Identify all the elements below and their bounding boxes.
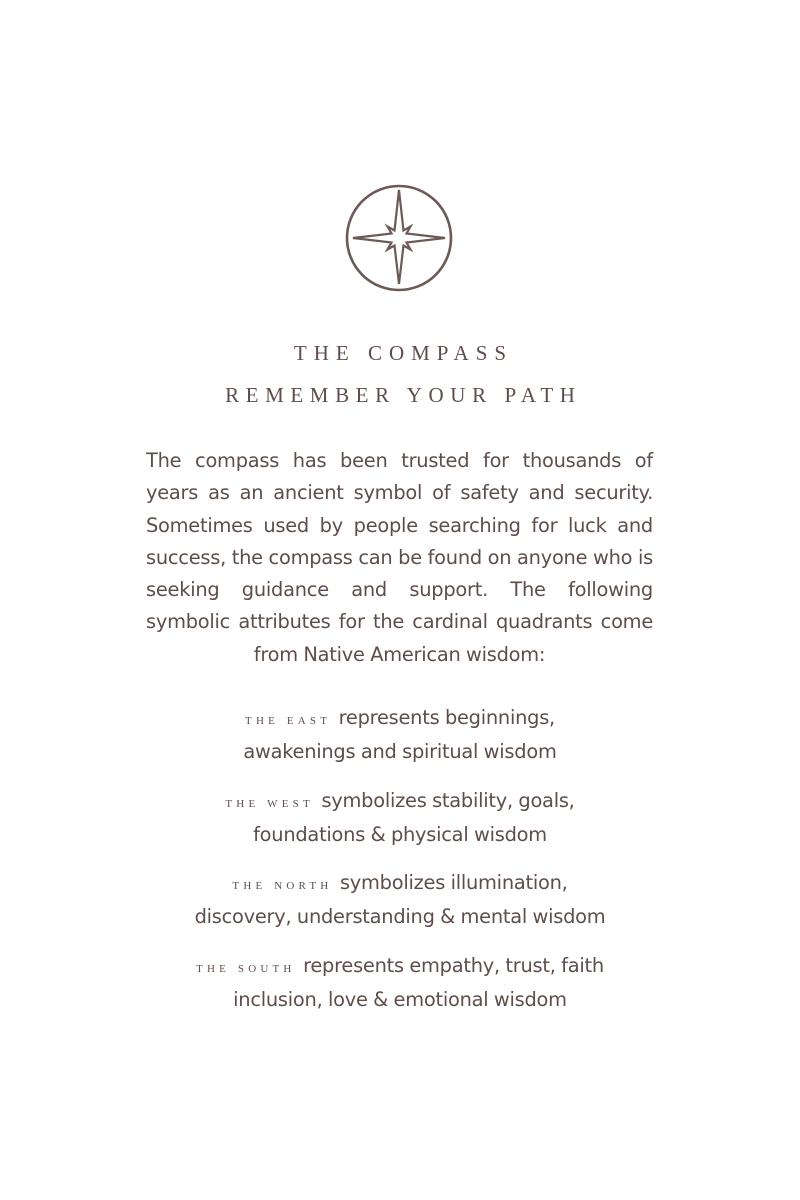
direction-text-line1: symbolizes stability, goals,: [321, 789, 575, 812]
direction-north: [120, 867, 680, 933]
compass-star-icon: [345, 184, 453, 292]
direction-south: [120, 950, 680, 1016]
direction-label: the west: [225, 794, 314, 811]
direction-east: [120, 702, 680, 768]
direction-text-line2: discovery, understanding & mental wisdom: [194, 905, 606, 928]
page-title: THE COMPASS: [293, 341, 514, 365]
direction-west: [120, 785, 680, 851]
direction-text-line2: inclusion, love & emotional wisdom: [233, 988, 567, 1011]
direction-text-line2: awakenings and spiritual wisdom: [243, 740, 557, 763]
direction-label: the south: [196, 959, 296, 976]
direction-text-line1: represents empathy, trust, faith: [303, 954, 604, 977]
direction-text-line1: symbolizes illumination,: [339, 871, 568, 894]
direction-text-line2: foundations & physical wisdom: [253, 823, 547, 846]
direction-label: the north: [232, 876, 333, 893]
intro-paragraph: The compass has been trusted for thousands of years as an ancient symbol of safety and security. Sometimes used by people searching for luck and success, the compass can be found on anyone who is seeking guidance and support. The following symbolic attributes for the cardinal quadrants come from Native American wisdom:: [146, 449, 653, 666]
direction-label: the east: [245, 711, 332, 728]
page-subtitle: REMEMBER YOUR PATH: [225, 383, 582, 407]
direction-text-line1: represents beginnings,: [338, 706, 555, 729]
